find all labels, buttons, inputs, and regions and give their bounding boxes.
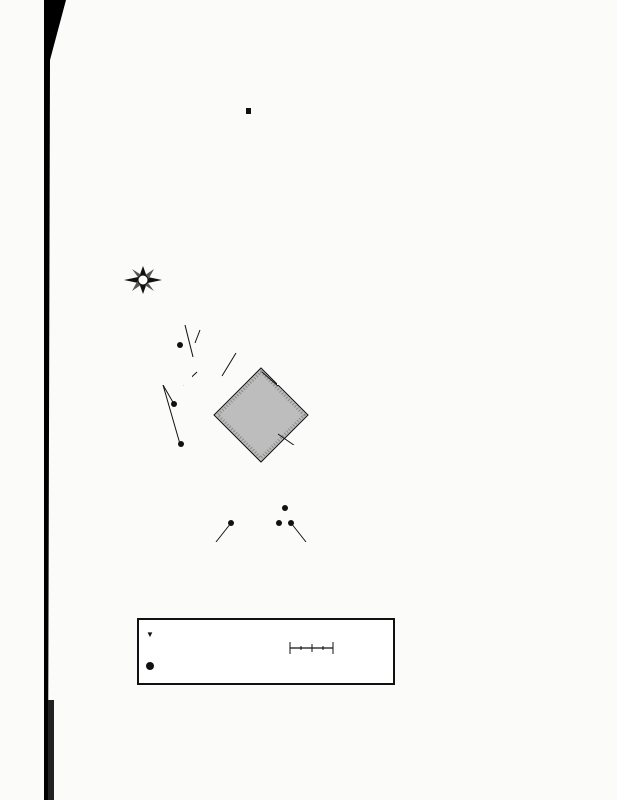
triangle-down-icon: ▼ [146,630,154,639]
map-legend [137,618,395,685]
pumping-center [177,342,183,348]
pumping-center [282,505,288,511]
compass-rose [124,266,162,294]
scale-bar [287,640,337,656]
dot-icon [146,662,154,670]
pumping-center [246,108,251,114]
pumping-center [276,520,282,526]
map-labels [96,95,387,553]
legend-pumping-center [146,661,159,673]
legend-constant-pressure [146,628,158,640]
